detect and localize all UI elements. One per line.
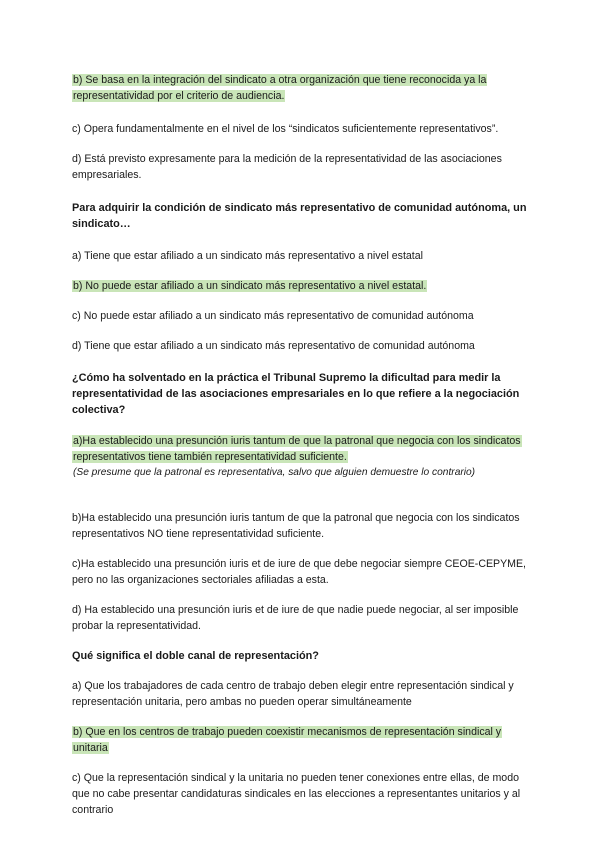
highlighted-answer: b) Se basa en la integración del sindicato a otra organización que tiene reconocida ya la representatividad por el criterio de audiencia.	[73, 74, 487, 102]
highlighted-answer: b) Que en los centros de trabajo pueden coexistir mecanismos de representación sindical y unitaria	[73, 726, 502, 754]
question-heading: Qué significa el doble canal de representación?	[72, 650, 319, 662]
answer-option-d: d) Ha establecido una presunción iuris et de iure de que nadie puede negociar, al ser imposible probar la representatividad.	[72, 604, 519, 632]
question-heading: Para adquirir la condición de sindicato más representativo de comunidad autónoma, un sindicato…	[72, 202, 527, 230]
highlighted-answer: b) No puede estar afiliado a un sindicato más representativo a nivel estatal.	[73, 280, 427, 292]
answer-option-d: d) Está previsto expresamente para la medición de la representatividad de las asociaciones empresariales.	[72, 153, 502, 181]
answer-option-c: c) Que la representación sindical y la unitaria no pueden tener conexiones entre ellas, de modo que no cabe presentar candidaturas sindicales en las elecciones a representantes unitarios y al contrario	[72, 772, 521, 816]
answer-option-a-correct	[72, 433, 532, 465]
answer-option-a: a) Que los trabajadores de cada centro de trabajo deben elegir entre representación sindical y representación unitaria, pero ambas no pueden operar simultáneamente	[72, 680, 514, 708]
highlighted-answer: a)Ha establecido una presunción iuris tantum de que la patronal que negocia con los sindicatos representativos tiene también representatividad suficiente.	[73, 435, 521, 463]
document-page	[72, 68, 532, 818]
question-heading: ¿Cómo ha solventado en la práctica el Tribunal Supremo la dificultad para medir la representatividad de las asociaciones empresariales en lo que refiere a la negociación colectiva?	[72, 372, 520, 416]
answer-option-a: a) Tiene que estar afiliado a un sindicato más representativo a nivel estatal	[72, 250, 423, 262]
answer-option-c: c) Opera fundamentalmente en el nivel de los “sindicatos suficientemente representativos”.	[72, 123, 499, 135]
answer-option-b-correct	[72, 72, 532, 104]
answer-option-c: c)Ha establecido una presunción iuris et de iure de que debe negociar siempre CEOE-CEPYME, pero no las organizaciones sectoriales afiliadas a esta.	[72, 558, 527, 586]
explanatory-note: (Se presume que la patronal es representativa, salvo que alguien demuestre lo contrario)	[73, 467, 476, 478]
answer-option-b-correct	[72, 724, 532, 756]
answer-option-b: b)Ha establecido una presunción iuris tantum de que la patronal que negocia con los sindicatos representativos NO tiene representatividad suficiente.	[72, 512, 520, 540]
answer-option-b-correct	[72, 278, 532, 294]
answer-option-d: d) Tiene que estar afiliado a un sindicato más representativo de comunidad autónoma	[72, 340, 475, 352]
answer-option-c: c) No puede estar afiliado a un sindicato más representativo de comunidad autónoma	[72, 310, 474, 322]
